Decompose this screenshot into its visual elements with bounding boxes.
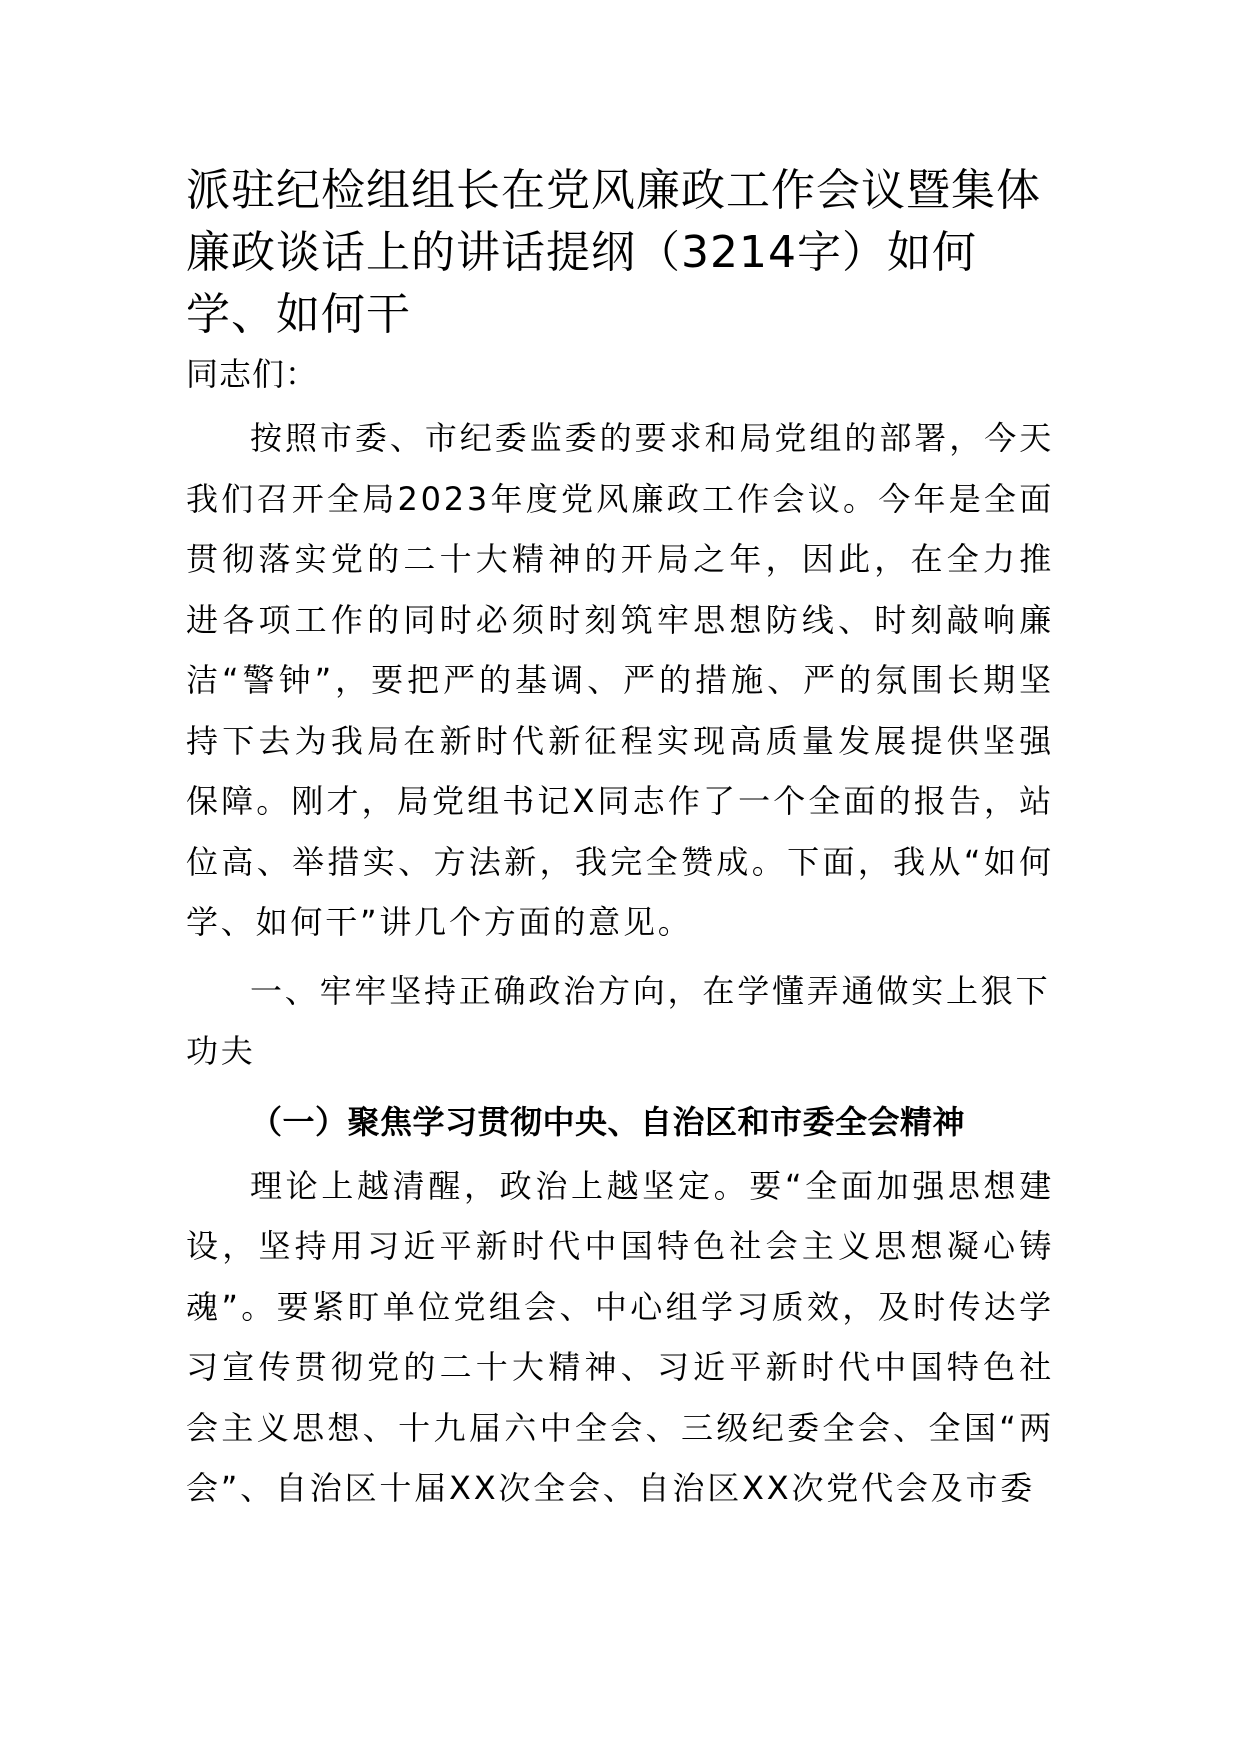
document-page xyxy=(186,160,1054,1519)
document-title: 派驻纪检组组长在党风廉政工作会议暨集体廉政谈话上的讲话提纲（3214字）如何学、如何干 xyxy=(186,165,1041,340)
subsection-paragraph-1-1: 理论上越清醒，政治上越坚定。要“全面加强思想建设，坚持用习近平新时代中国特色社会主义思想凝心铸魂”。要紧盯单位党组会、中心组学习质效，及时传达学习宣传贯彻党的二十大精神、习近平新时代中国特色社会主义思想、十九届六中全会、三级纪委全会、全国“两会”、自治区十届XX次全会、自治区XX次党代会及市委 xyxy=(186,1166,1054,1507)
salutation: 同志们： xyxy=(186,355,319,393)
section-heading-1: 一、牢牢坚持正确政治方向，在学懂弄通做实上狠下功夫 xyxy=(186,971,1051,1070)
intro-paragraph: 按照市委、市纪委监委的要求和局党组的部署，今天我们召开全局2023年度党风廉政工作会议。今年是全面贯彻落实党的二十大精神的开局之年，因此，在全力推进各项工作的同时必须时刻筑牢思想防线、时刻敲响廉洁“警钟”，要把严的基调、严的措施、严的氛围长期坚持下去为我局在新时代新征程实现高质量发展提供坚强保障。刚才，局党组书记X同志作了一个全面的报告，站位高、举措实、方法新，我完全赞成。下面，我从“如何学、如何干”讲几个方面的意见。 xyxy=(186,419,1054,941)
subsection-heading-1-1: （一）聚焦学习贯彻中央、自治区和市委全会精神 xyxy=(250,1102,966,1141)
